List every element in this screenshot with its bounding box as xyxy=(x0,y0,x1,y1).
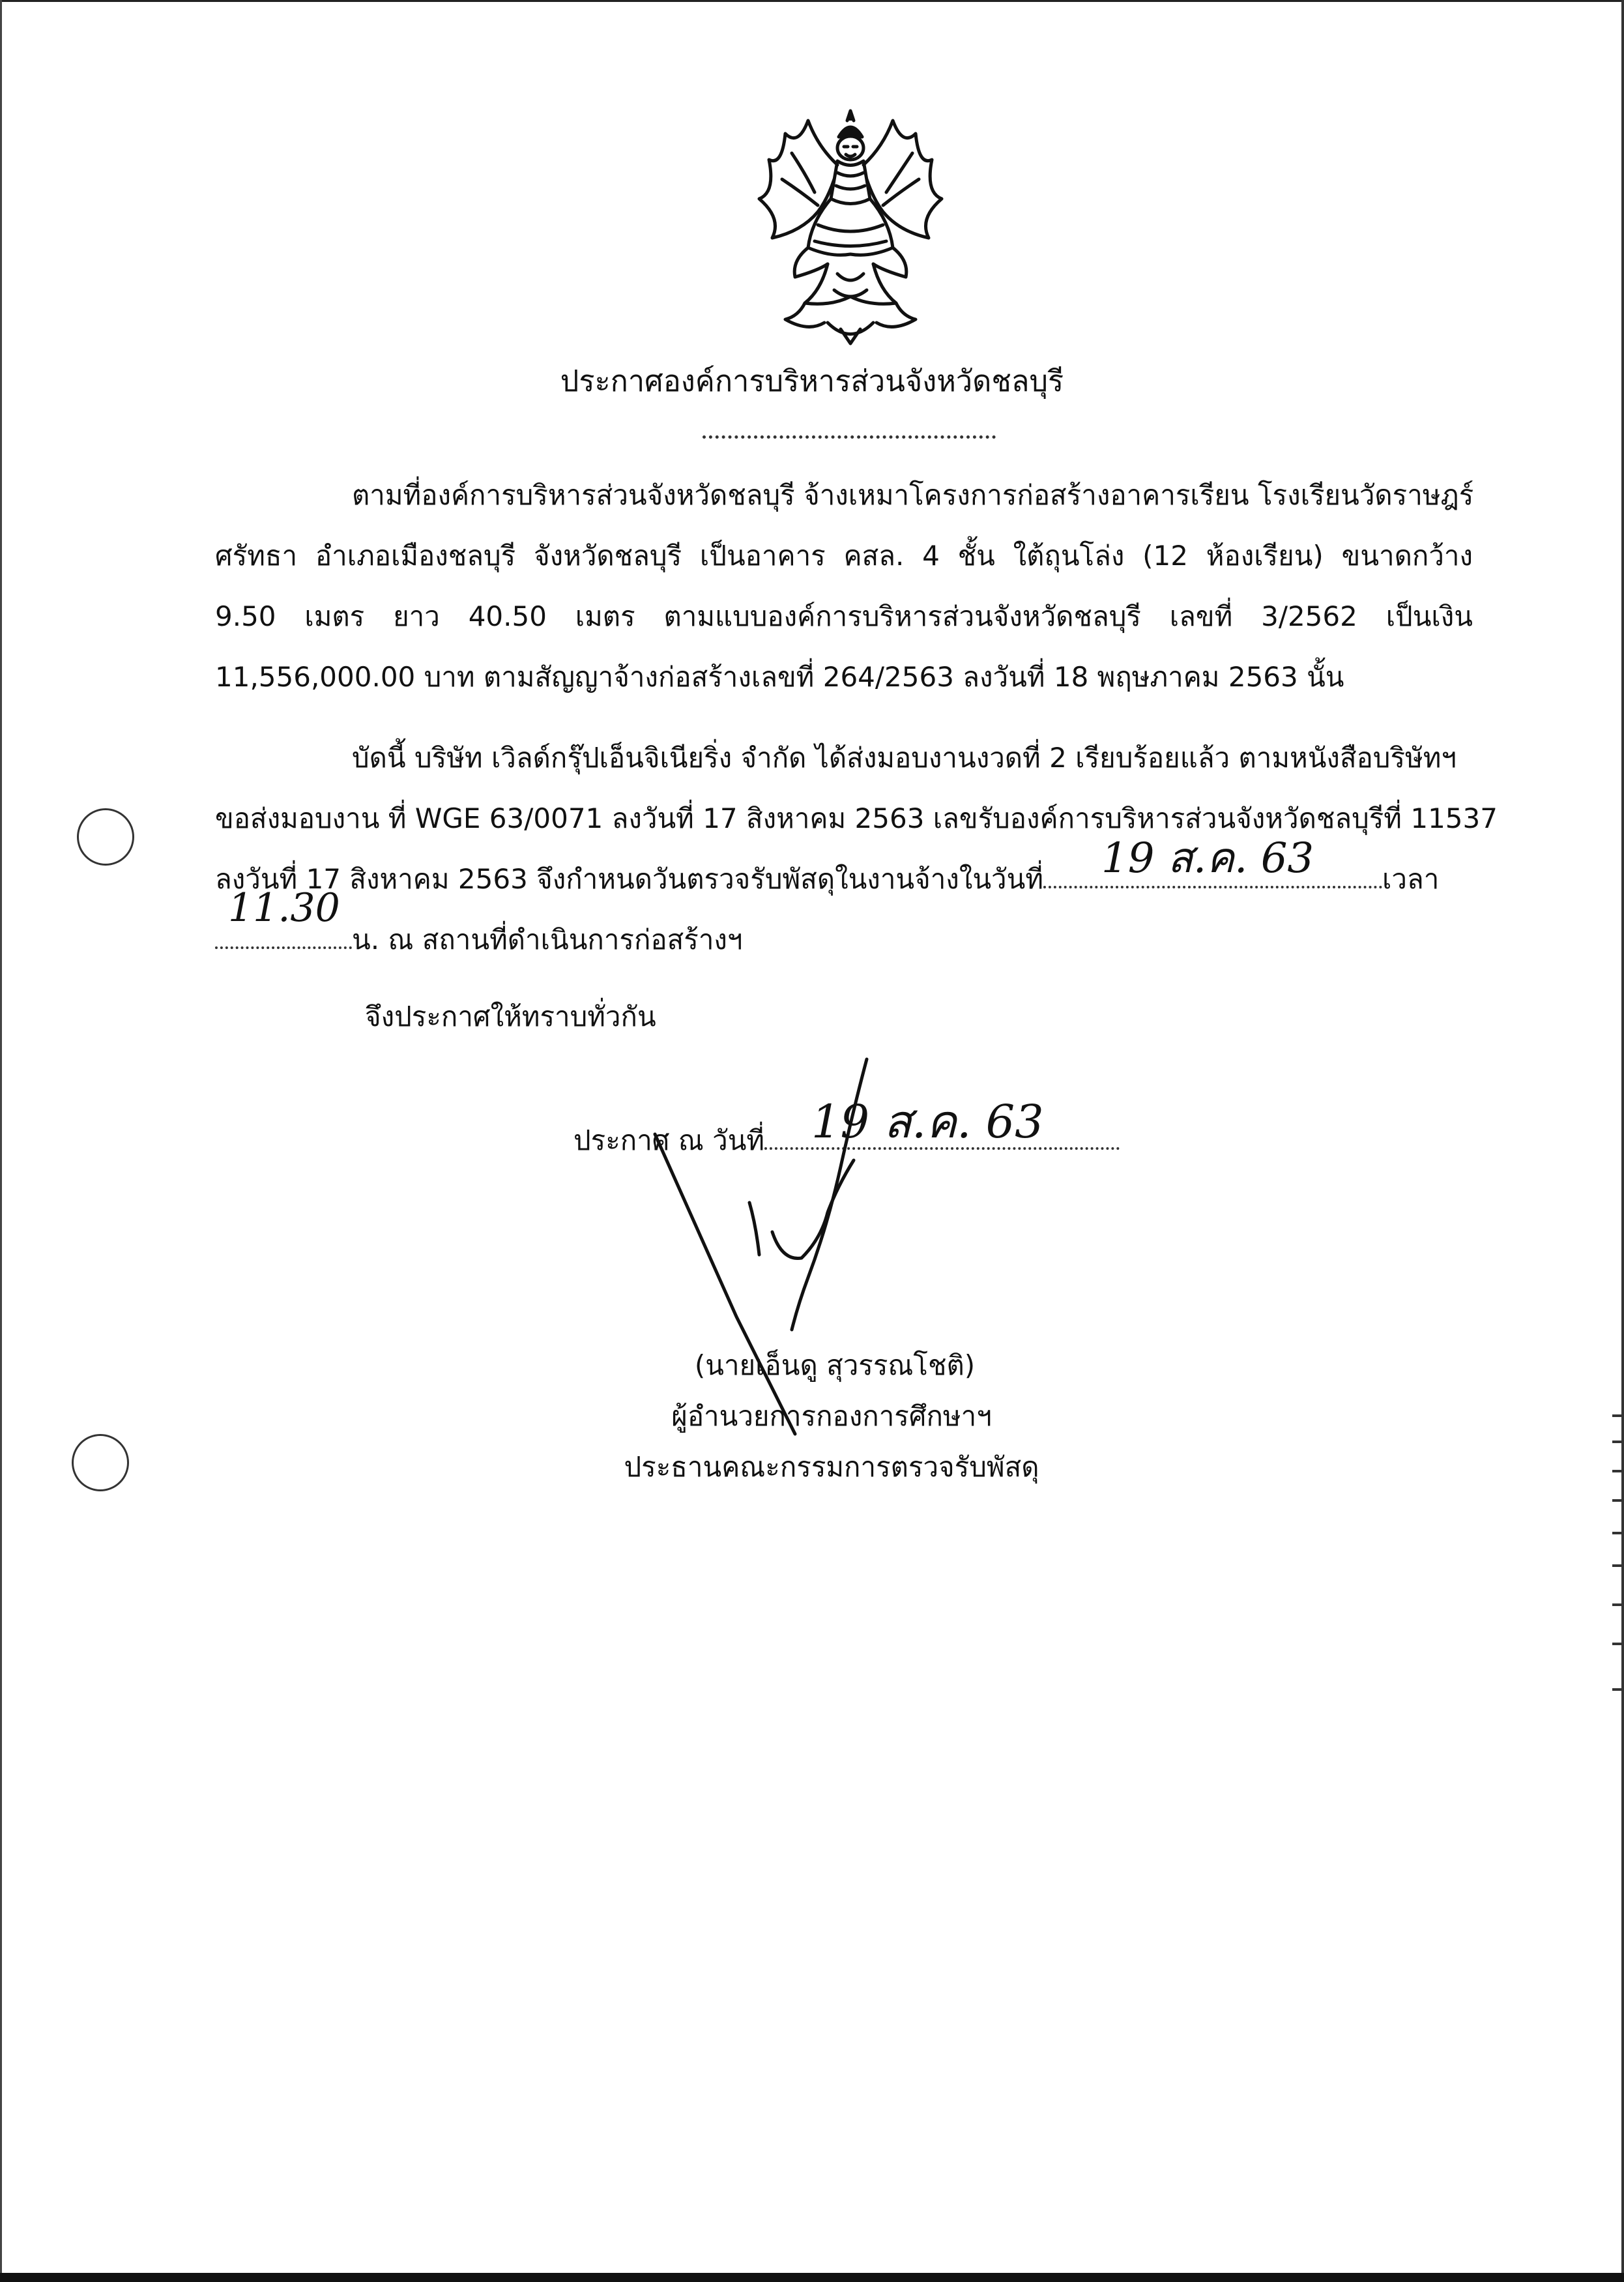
location-text: น. ณ สถานที่ดำเนินการก่อสร้างฯ xyxy=(352,924,743,956)
paragraph-line: 11,556,000.00 บาท ตามสัญญาจ้างก่อสร้างเลขที่ 264/2563 ลงวันที่ 18 พฤษภาคม 2563 นั้น xyxy=(215,661,1344,693)
paragraph-line: ศรัทธา อำเภอเมืองชลบุรี จังหวัดชลบุรี เป็นอาคาร คสล. 4 ชั้น ใต้ถุนโล่ง (12 ห้องเรียน) ขนาดกว้าง xyxy=(215,540,1473,572)
handwritten-inspection-date: 19 ส.ค. 63 xyxy=(1101,834,1314,883)
closing-text: จึงประกาศให้ทราบทั่วกัน xyxy=(365,1001,656,1032)
paragraph-line: ขอส่งมอบงาน ที่ WGE 63/0071 ลงวันที่ 17 สิงหาคม 2563 เลขรับองค์การบริหารส่วนจังหวัดชลบุรีที่ 11537 xyxy=(215,802,1498,834)
signatory-name: (นายเอ็นดู สุวรรณโชติ) xyxy=(694,1349,976,1381)
signatory-position: ผู้อำนวยการกองการศึกษาฯ xyxy=(671,1400,992,1432)
time-label: เวลา xyxy=(1382,863,1440,895)
paragraph-line: ตามที่องค์การบริหารส่วนจังหวัดชลบุรี จ้างเหมาโครงการก่อสร้างอาคารเรียน โรงเรียนวัดราษฎร์ xyxy=(352,479,1474,511)
paragraph-line: 9.50 เมตร ยาว 40.50 เมตร ตามแบบองค์การบริหารส่วนจังหวัดชลบุรี เลขที่ 3/2562 เป็นเงิน xyxy=(215,600,1473,632)
handwritten-inspection-time: 11.30 xyxy=(228,885,340,931)
announced-date-label: ประกาศ ณ วันที่ xyxy=(573,1124,765,1156)
inspection-date-label: ลงวันที่ 17 สิงหาคม 2563 จึงกำหนดวันตรวจรับพัสดุในงานจ้างในวันที่ xyxy=(215,863,1044,895)
announcement-title: ประกาศองค์การบริหารส่วนจังหวัดชลบุรี xyxy=(560,364,1064,398)
handwritten-announced-date: 19 ส.ค. 63 xyxy=(811,1095,1044,1148)
paragraph-line: บัดนี้ บริษัท เวิลด์กรุ๊ปเอ็นจิเนียริ่ง จำกัด ได้ส่งมอบงานงวดที่ 2 เรียบร้อยแล้ว ตามหนังสือบริษัทฯ xyxy=(352,742,1457,774)
signatory-role: ประธานคณะกรรมการตรวจรับพัสดุ xyxy=(624,1451,1039,1483)
